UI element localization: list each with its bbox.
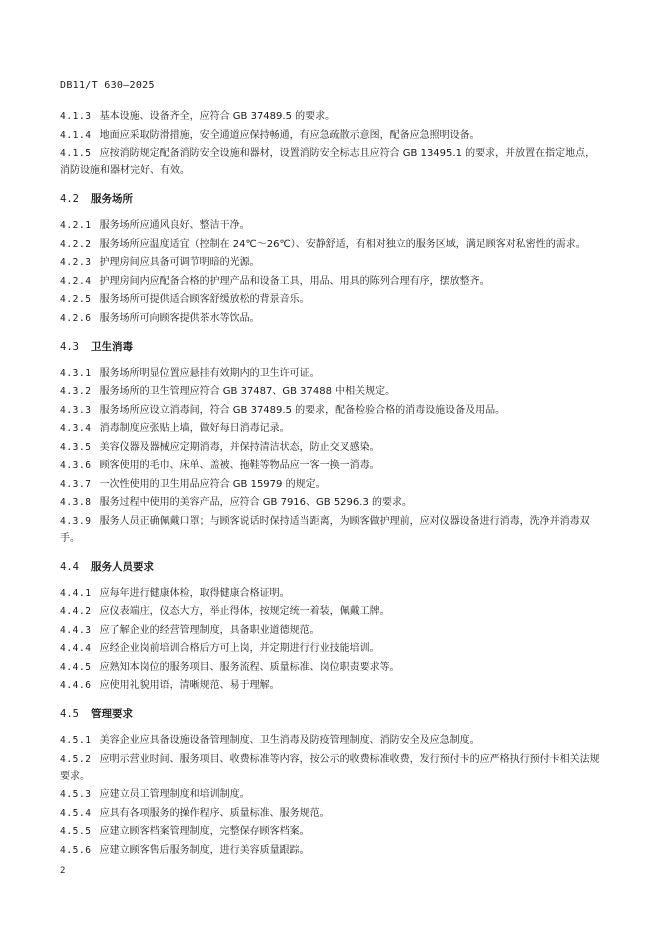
clause-number: 4.1.3 [60,111,92,122]
clause-number: 4.3.8 [60,497,92,508]
clause-number: 4.3.6 [60,460,92,471]
standard-id: DB11/T 630—2025 [60,80,155,91]
section-number: 4.5 [60,708,79,720]
clause [60,439,605,456]
section-title: 管理要求 [90,708,133,720]
clause-text: 美容企业应具备设施设备管理制度、卫生消毒及防疫管理制度、消防安全及应急制度。 [99,735,480,746]
clause-number: 4.3.2 [60,386,92,397]
clause-text: 地面应采取防滑措施，安全通道应保持畅通，有应急疏散示意图，配备应急照明设备。 [99,129,480,141]
clause-number: 4.5.4 [60,807,92,819]
clause [60,823,605,840]
clause-text: 应经企业岗前培训合格后方可上岗，并定期进行行业技能培训。 [99,643,380,654]
clause [60,365,605,382]
clause [60,659,605,676]
section-number: 4.3 [60,340,79,353]
clause-text: 服务过程中使用的美容产品，应符合 GB 7916、GB 5296.3 的要求。 [99,497,412,508]
clause [60,291,605,308]
clause-text: 一次性使用的卫生用品应符合 GB 15979 的规定。 [99,478,326,490]
clause-number: 4.3.4 [60,423,92,434]
clause-number: 4.4.5 [60,661,92,673]
clause [60,603,605,620]
clause [60,786,605,803]
clause-text: 应具有各项服务的操作程序、质量标准、服务规范。 [99,807,330,819]
clause [60,420,605,437]
clause [60,751,605,785]
section-heading [60,339,605,356]
clause-text: 服务场所应设立消毒间，符合 GB 37489.5 的要求，配备检验合格的消毒设施设备及用品。 [99,404,506,416]
clause-number: 4.4.6 [60,680,92,691]
section-title: 服务人员要求 [90,560,154,573]
clause-text: 应按消防规定配备消防安全设施和器材，设置消防安全标志且应符合 GB 13495.1 的要求，并放置在指定地点，消防设施和器材完好、有效。 [60,148,596,176]
clause [60,108,605,125]
section-heading [60,559,605,576]
clause [60,640,605,657]
clause-number: 4.4.4 [60,643,92,654]
clause-number: 4.5.5 [60,826,92,837]
section-number: 4.4 [60,560,79,573]
clause [60,513,605,547]
clause-text: 护理房间内应配备合格的护理产品和设备工具，用品、用具的陈列合理有序，摆放整齐。 [99,275,490,287]
clause [60,805,605,822]
clause-text: 服务人员正确佩戴口罩；与顾客说话时保持适当距离，为顾客做护理前，应对仪器设备进行消毒，洗净并消毒双手。 [60,515,590,544]
clause-number: 4.2.1 [60,220,92,231]
clause-text: 服务场所可提供适合顾客舒缓放松的背景音乐。 [99,294,310,305]
clause-number: 4.3.3 [60,404,92,416]
clause-number: 4.5.3 [60,789,92,800]
clause [60,273,605,290]
clause [60,622,605,639]
clause [60,217,605,234]
section-heading [60,191,605,208]
clause-number: 4.4.1 [60,587,92,599]
clause-number: 4.3.7 [60,478,92,490]
clause-number: 4.4.3 [60,624,92,636]
clause [60,677,605,694]
clause [60,127,605,144]
clause-number: 4.2.2 [60,238,92,250]
clause [60,476,605,493]
section-title: 服务场所 [90,193,133,205]
clause-text: 美容仪器及器械应定期消毒，并保持清洁状态，防止交叉感染。 [99,441,380,453]
clause-text: 应明示营业时间、服务项目、收费标准等内容，按公示的收费标准收费，发行预付卡的应严格执行预付卡相关法规要求。 [60,753,600,782]
clause-number: 4.1.4 [60,129,92,141]
section-title: 卫生消毒 [90,340,133,353]
clause-text: 消毒制度应张贴上墙，做好每日消毒记录。 [99,423,290,434]
clause [60,732,605,749]
clause-number: 4.1.5 [60,148,92,159]
clause-number: 4.2.6 [60,312,92,324]
clause-text: 应每年进行健康体检，取得健康合格证明。 [99,587,290,599]
clause-text: 应熟知本岗位的服务项目、服务流程、质量标准、岗位职责要求等。 [99,661,400,673]
clause [60,145,605,179]
clause-text: 护理房间应具备可调节明暗的光源。 [99,257,260,268]
clause-text: 应了解企业的经营管理制度，具备职业道德规范。 [99,624,320,636]
clause-text: 基本设施、设备齐全，应符合 GB 37489.5 的要求。 [99,111,336,122]
clause-text: 顾客使用的毛巾、床单、盖被、拖鞋等物品应一客一换一消毒。 [99,460,380,471]
clause-number: 4.3.1 [60,367,92,379]
clause-number: 4.3.5 [60,441,92,453]
clause [60,842,605,859]
clause-text: 应建立顾客售后服务制度，进行美容质量跟踪。 [99,844,310,856]
document-body [60,108,605,860]
clause-number: 4.4.2 [60,606,92,617]
clause [60,494,605,511]
clause-text: 应建立顾客档案管理制度，完整保存顾客档案。 [99,826,310,837]
clause-text: 应仪表端庄，仪态大方，举止得体，按规定统一着装，佩戴工牌。 [99,606,390,617]
clause-number: 4.2.4 [60,275,92,287]
clause [60,585,605,602]
clause-number: 4.2.5 [60,294,92,305]
clause-number: 4.5.2 [60,753,92,765]
clause-number: 4.5.1 [60,735,92,746]
clause-number: 4.3.9 [60,515,92,527]
section-number: 4.2 [60,193,79,205]
clause-text: 服务场所应温度适宜（控制在 24℃～26℃）、安静舒适，有相对独立的服务区域，满足顾客对私密性的需求。 [99,238,586,250]
clause [60,236,605,253]
clause [60,310,605,327]
section-heading [60,706,605,723]
clause-text: 应建立员工管理制度和培训制度。 [99,789,250,800]
clause-number: 4.5.6 [60,844,92,856]
clause [60,402,605,419]
clause-text: 应使用礼貌用语，清晰规范、易于理解。 [99,680,280,691]
clause [60,254,605,271]
clause-text: 服务场所的卫生管理应符合 GB 37487、GB 37488 中相关规定。 [99,386,396,397]
clause [60,457,605,474]
clause [60,383,605,400]
page-number: 2 [60,866,66,876]
clause-text: 服务场所明显位置应悬挂有效期内的卫生许可证。 [99,367,320,379]
clause-text: 服务场所可向顾客提供茶水等饮品。 [99,312,260,324]
clause-text: 服务场所应通风良好、整洁干净。 [99,220,250,231]
clause-number: 4.2.3 [60,257,92,268]
